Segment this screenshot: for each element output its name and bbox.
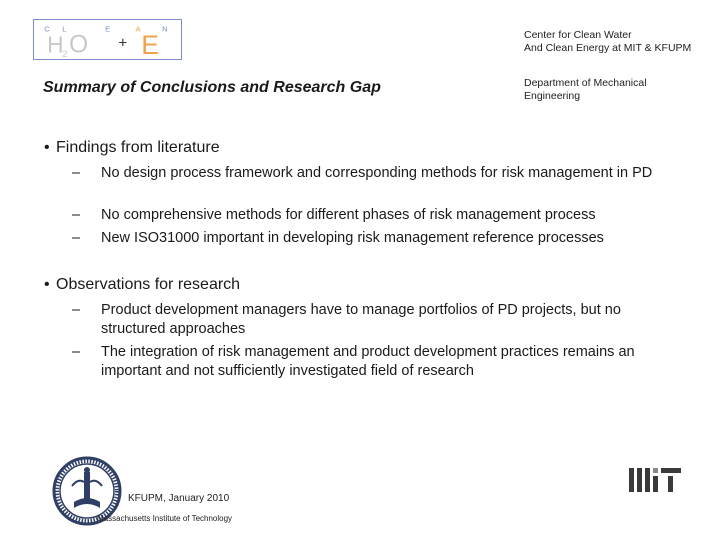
logo-letter-l: L bbox=[62, 24, 67, 34]
org-line-1: Center for Clean Water bbox=[524, 29, 632, 41]
list-item-text: No design process framework and corresponding methods for risk management in PD bbox=[101, 165, 653, 181]
bullet-marker: • bbox=[44, 276, 50, 293]
list-item-text: The integration of risk management and product development practices remains an important and not sufficiently investigated field of research bbox=[101, 344, 635, 379]
list-item bbox=[72, 164, 682, 183]
clean-logo-icon bbox=[34, 20, 181, 59]
list-item-text: New ISO31000 important in developing risk management reference processes bbox=[101, 230, 604, 246]
list-item-text: Product development managers have to manage portfolios of PD projects, but no structured approaches bbox=[101, 302, 621, 337]
dash-marker: – bbox=[72, 207, 81, 223]
list-item bbox=[72, 206, 682, 225]
logo-o: O bbox=[68, 31, 89, 59]
section-heading-observations bbox=[44, 276, 240, 294]
section-heading-text: Observations for research bbox=[56, 276, 241, 293]
logo-subscript: 2 bbox=[62, 49, 68, 59]
clean-logo bbox=[33, 19, 182, 60]
slide-title: Summary of Conclusions and Research Gap bbox=[43, 79, 381, 96]
org-line-2: And Clean Energy at MIT & KFUPM bbox=[524, 41, 692, 54]
list-item bbox=[72, 229, 682, 248]
footer-institute: Massachusetts Institute of Technology bbox=[97, 514, 233, 523]
section-heading-text: Findings from literature bbox=[56, 139, 220, 156]
list-item bbox=[72, 301, 682, 339]
list-item bbox=[72, 343, 682, 381]
logo-letter-c: C bbox=[44, 24, 50, 34]
dash-marker: – bbox=[72, 230, 81, 246]
logo-letter-a: A bbox=[135, 24, 141, 34]
dash-marker: – bbox=[72, 165, 81, 181]
org-name bbox=[524, 29, 691, 54]
logo-letter-n: N bbox=[162, 24, 168, 34]
department-name bbox=[524, 77, 647, 102]
dept-line-1: Department of Mechanical bbox=[524, 77, 647, 89]
logo-plus: + bbox=[118, 34, 128, 52]
logo-letter-e: E bbox=[105, 24, 111, 34]
logo-h: H bbox=[47, 31, 64, 58]
section-heading-findings bbox=[44, 139, 220, 157]
mit-logo-icon bbox=[629, 466, 681, 492]
dash-marker: – bbox=[72, 302, 81, 318]
dept-line-2: Engineering bbox=[524, 89, 581, 102]
list-item-text: No comprehensive methods for different phases of risk management process bbox=[101, 207, 596, 223]
dash-marker: – bbox=[72, 344, 81, 360]
bullet-marker: • bbox=[44, 139, 50, 156]
logo-e: E bbox=[141, 30, 160, 59]
footer-date: KFUPM, January 2010 bbox=[128, 493, 230, 504]
